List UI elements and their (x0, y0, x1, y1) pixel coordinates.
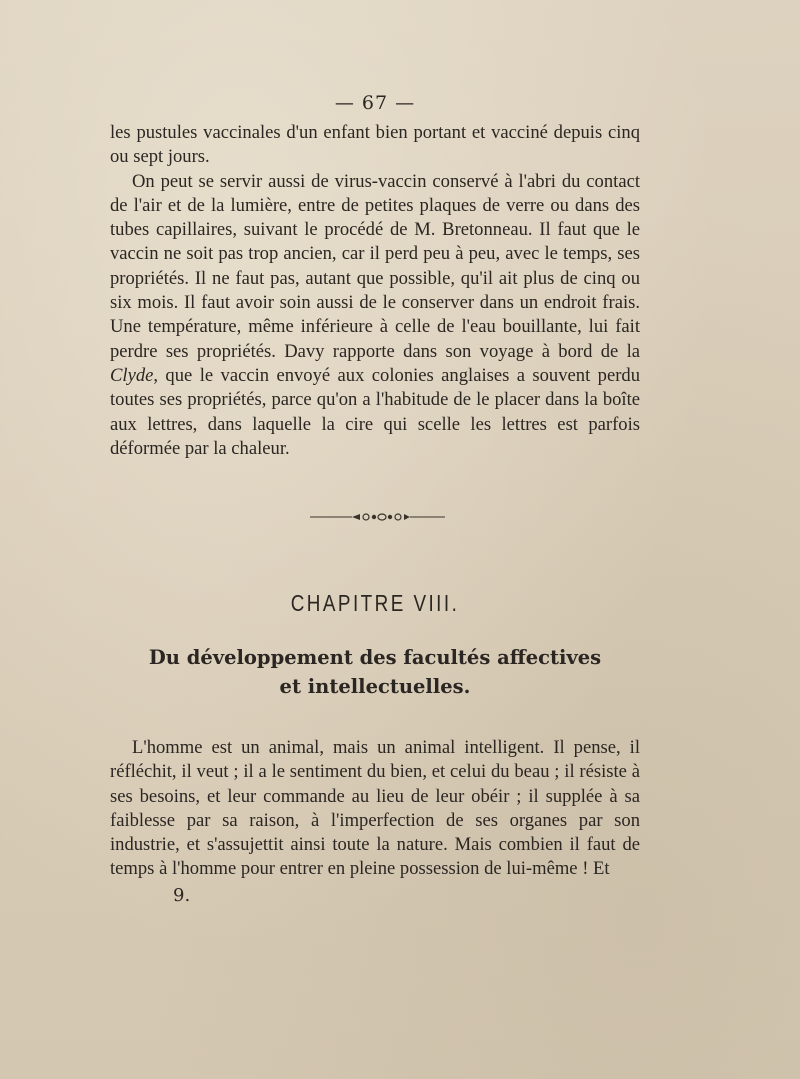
page-number: — 67 — (334, 92, 416, 114)
paragraph-continued: les pustules vaccinales d'un enfant bien portant et vacciné depuis cinq ou sept jours. (110, 122, 640, 168)
chapter-subtitle-line1: Du développement des facultés affectives (148, 646, 602, 669)
paragraph-man-intelligence: L'homme est un animal, mais un animal intelligent. Il pense, il réfléchit, il veut ; il a le sentiment du bien, et celui du beau ; il résiste à ses besoins, et leur commande au lieu de leur obéir ; il supplée à sa faiblesse par sa raison, à l'imperfection de ses organes par son industrie, et s'assujettit ainsi toute la nature. Mais combien il faut de temps à l'homme pour entrer en pleine possession de lui-même ! Et (110, 737, 640, 880)
text-block-top (110, 121, 640, 461)
paragraph-vaccine-conservation (110, 170, 640, 462)
ship-name: Clyde (110, 364, 154, 386)
ornament-divider-icon (310, 508, 445, 526)
chapter-subtitle-line2: et intellectuelles. (279, 675, 471, 698)
signature-mark: 9. (173, 885, 191, 906)
paragraph-text-part1: On peut se servir aussi de virus-vaccin conservé à l'abri du contact de l'air et de la lumière, entre de petites plaques de verre ou dans des tubes capillaires, suivant le procédé de M. Bretonneau. Il faut que le vaccin ne soit pas trop ancien, car il perd peu à peu, avec le temps, ses propriétés. Il ne faut pas, autant que possible, qu'il ait plus de cinq ou six mois. Il faut avoir soin aussi de le conserver dans un endroit frais. Une température, même inférieure à celle de l'eau bouillante, lui fait perdre ses propriétés. Davy rapporte dans son voyage à bord de la (110, 170, 640, 362)
chapter-title: CHAPITRE VIII. (290, 590, 460, 616)
text-block-bottom (110, 736, 640, 882)
paragraph-text-part2: , que le vaccin envoyé aux colonies anglaises a souvent perdu toutes ses propriétés, parce qu'on a l'habitude de le placer dans la boîte aux lettres, dans laquelle la cire qui scelle les lettres est parfois déformée par la chaleur. (110, 364, 640, 459)
